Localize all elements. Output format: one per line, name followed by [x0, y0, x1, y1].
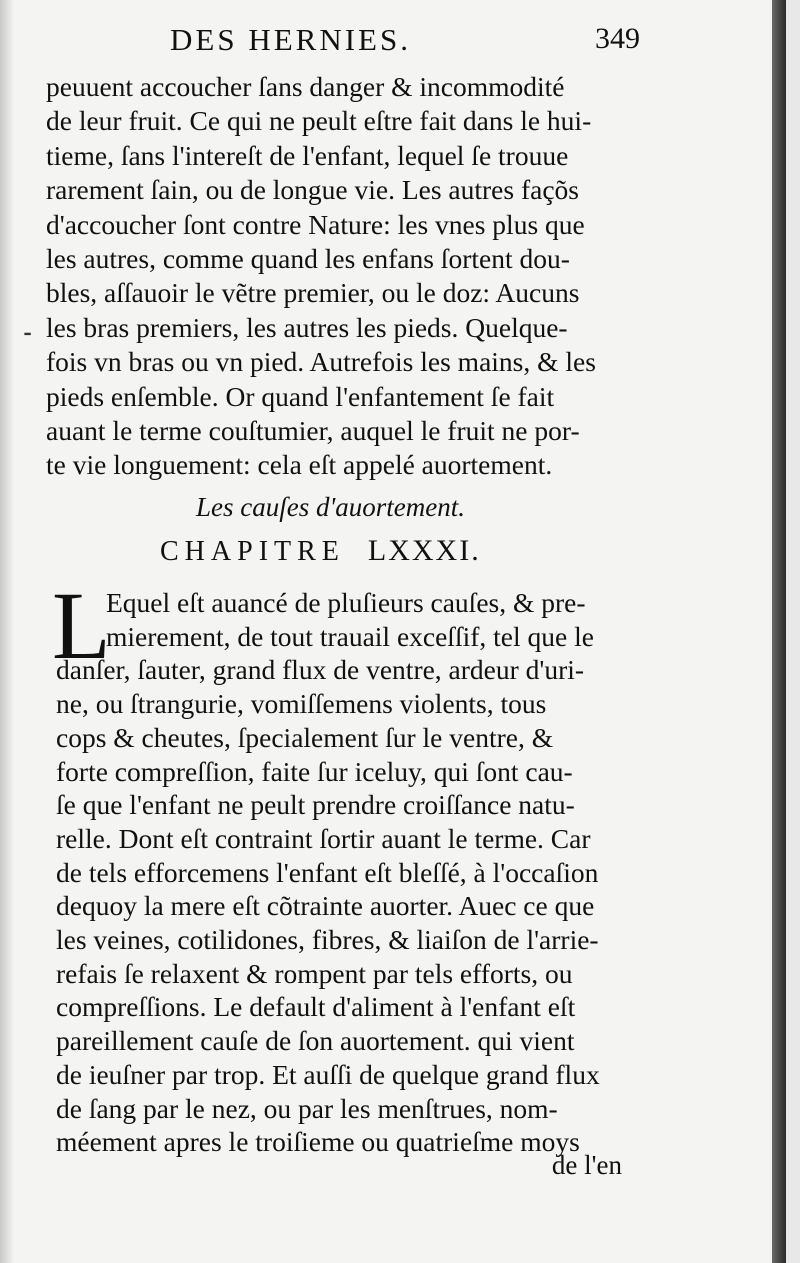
text-line: ne, ou ſtrangurie, vomiſſemens violents, tous: [56, 688, 547, 720]
text-line: de leur fruit. Ce qui ne peult eſtre fait dans le hui-: [46, 105, 592, 137]
text-line: mierement, de tout trauail exceſſif, tel que le: [106, 620, 594, 652]
paragraph-top: [46, 70, 636, 483]
catchword: de l'en: [551, 1150, 622, 1180]
text-line: refais ſe relaxent & rompent par tels efforts, ou: [56, 957, 573, 989]
page-edge-shadow: [772, 0, 786, 1263]
text-line: compreſſions. Le default d'aliment à l'enfant eſt: [56, 991, 576, 1023]
text-line: les autres, comme quand les enfans ſortent dou-: [46, 243, 570, 275]
chapter-label: CHAPITRE: [160, 536, 345, 567]
margin-mark: ⁃: [22, 322, 33, 347]
text-line: d'accoucher ſont contre Nature: les vnes plus que: [46, 208, 585, 240]
text-line: cops & cheutes, ſpecialement ſur le ventre, &: [56, 721, 554, 753]
text-line: forte compreſſion, faite ſur iceluy, qui ſont cau-: [56, 755, 573, 787]
text-line: relle. Dont eſt contraint ſortir auant le terme. Car: [56, 822, 591, 854]
text-line: Equel eſt auancé de pluſieurs cauſes, & pre-: [106, 587, 586, 618]
text-line: pareillement cauſe de ſon auortement. qui vient: [56, 1025, 575, 1057]
running-title: DES HERNIES.: [170, 22, 411, 57]
drop-cap: L: [52, 572, 111, 679]
text-line: de ieuſner par trop. Et auſſi de quelque grand flux: [56, 1058, 600, 1090]
text-line: méement apres le troiſieme ou quatrieſme moys: [56, 1126, 580, 1158]
text-line: peuuent accoucher ſans danger & incommodité: [46, 71, 565, 102]
text-line: danſer, ſauter, grand flux de ventre, ardeur d'uri-: [56, 654, 585, 686]
page-gutter-shadow: [0, 0, 14, 1263]
text-line: rarement ſain, ou de longue vie. Les autres façõs: [46, 174, 579, 206]
text-line: les bras premiers, les autres les pieds. Quelque-: [46, 311, 568, 343]
chapter-body: [56, 586, 640, 1159]
text-line: pieds enſemble. Or quand l'enfantement ſe fait: [46, 380, 555, 412]
chapter-heading: [160, 534, 481, 568]
chapter-number: LXXXI.: [367, 534, 481, 567]
text-line: bles, aſſauoir le vẽtre premier, ou le doz: Aucuns: [46, 277, 580, 309]
text-line: fois vn bras ou vn pied. Autrefois les mains, & les: [46, 346, 596, 378]
running-head: [140, 22, 640, 62]
text-line: dequoy la mere eſt cõtrainte auorter. Auec ce que: [56, 890, 595, 922]
text-line: ſe que l'enfant ne peult prendre croiſſance natu-: [56, 789, 575, 821]
text-line: les veines, cotilidones, fibres, & liaiſon de l'arrie-: [56, 924, 599, 956]
text-line: de tels efforcemens l'enfant eſt bleſſé, à l'occaſion: [56, 856, 599, 888]
page-number: 349: [595, 22, 640, 55]
section-title: Les cauſes d'auortement.: [196, 492, 465, 522]
text-line: te vie longuement: cela eſt appelé auortement.: [46, 449, 553, 481]
text-line: auant le terme couſtumier, auquel le fruit ne por-: [46, 415, 580, 447]
text-line: tieme, ſans l'intereſt de l'enfant, lequel ſe trouue: [46, 139, 569, 171]
text-line: de ſang par le nez, ou par les menſtrues, nom-: [56, 1092, 558, 1124]
